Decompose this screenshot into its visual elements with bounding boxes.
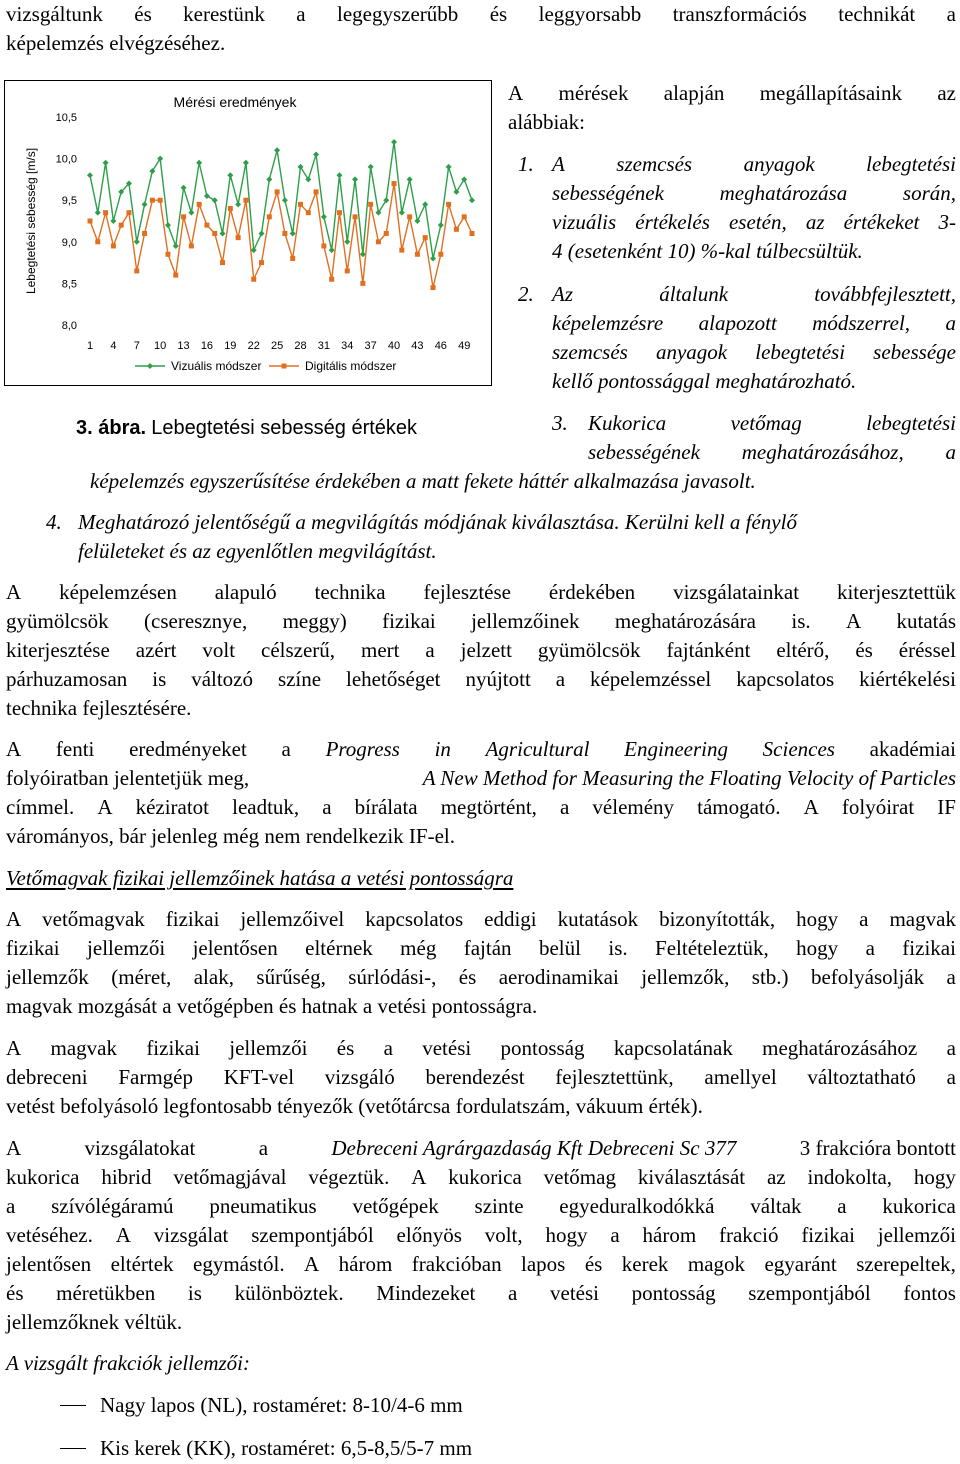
data-point-visual: [313, 151, 319, 157]
data-point-visual: [259, 230, 265, 236]
data-point-visual: [368, 164, 374, 170]
findings-lead-2: alábbiak:: [508, 110, 585, 134]
series-line-digital: [90, 184, 472, 288]
data-point-digital: [282, 231, 287, 236]
data-point-visual: [227, 172, 233, 178]
data-point-digital: [470, 231, 475, 236]
finding-1-number: 1.: [518, 152, 534, 176]
p1-line-2: gyümölcsök (cseresznye, meggy) fizikai jellemzőinek meghatározására is. A kutatás: [6, 609, 956, 633]
data-point-visual: [181, 185, 187, 191]
data-point-digital: [446, 202, 451, 207]
data-point-visual: [266, 176, 272, 182]
data-point-digital: [290, 256, 295, 261]
x-tick-label: 49: [458, 340, 471, 352]
data-point-visual: [212, 197, 218, 203]
finding-4-line-2: felületeket és az egyenlőtlen megvilágítást.: [78, 539, 437, 563]
data-point-visual: [188, 210, 194, 216]
x-tick-label: 25: [270, 340, 284, 352]
p5-line-7: jellemzőknek véltük.: [6, 1310, 183, 1334]
intro-line-2: képelemzés elvégzéséhez.: [6, 31, 226, 55]
data-point-digital: [103, 210, 108, 215]
p4-line-1: A magvak fizikai jellemzői és a vetési pontosság kapcsolatának meghatározásához a: [6, 1036, 956, 1060]
data-point-digital: [384, 231, 389, 236]
data-point-visual: [173, 243, 179, 249]
data-point-visual: [399, 210, 405, 216]
data-point-visual: [282, 197, 288, 203]
data-point-digital: [353, 214, 358, 219]
x-tick-label: 22: [247, 340, 260, 352]
data-point-digital: [376, 239, 381, 244]
data-point-visual: [422, 201, 428, 207]
data-point-digital: [337, 210, 342, 215]
data-point-digital: [243, 198, 248, 203]
data-point-visual: [329, 247, 335, 253]
data-point-digital: [197, 202, 202, 207]
y-tick-label: 10,0: [55, 153, 77, 166]
data-point-digital: [220, 260, 225, 265]
data-point-digital: [275, 189, 280, 194]
p2-l2-title: A New Method for Measuring the Floating Velocity of Particles: [422, 766, 956, 790]
x-tick-label: 1: [86, 340, 94, 352]
p3-line-4: magvak mozgását a vetőgépben és hatnak a vetési pontosságra.: [6, 994, 538, 1018]
data-point-visual: [235, 201, 241, 207]
legend-marker-visual: [147, 363, 153, 369]
data-point-digital: [306, 210, 311, 215]
data-point-visual: [430, 255, 436, 261]
x-tick-label: 31: [317, 340, 331, 352]
finding-2-line-2: képelemzésre alapozott módszerrel, a: [552, 311, 956, 335]
data-point-visual: [110, 218, 116, 224]
data-point-visual: [321, 214, 327, 220]
figure-caption-text: Lebegtetési sebesség értékek: [151, 417, 418, 439]
data-point-visual: [103, 160, 109, 166]
p2-line-3: címmel. A kéziratot leadtuk, a bírálata megtörtént, a vélemény támogató. A folyóirat IF: [6, 795, 956, 819]
data-point-digital: [423, 235, 428, 240]
fractions-heading: A vizsgált frakciók jellemzői:: [6, 1351, 250, 1375]
x-tick-label: 43: [411, 340, 424, 352]
data-point-visual: [344, 239, 350, 245]
finding-2-line-3: szemcsés anyagok lebegtetési sebessége: [552, 340, 956, 364]
x-tick-label: 10: [154, 340, 167, 352]
x-tick-label: 19: [224, 340, 237, 352]
data-point-visual: [134, 239, 140, 245]
finding-2-number: 2.: [518, 282, 534, 306]
data-point-digital: [431, 285, 436, 290]
finding-1-line-3: vizuális értékelés esetén, az értékeket 3-: [552, 210, 956, 234]
p5-line-6: és méretükben is különböztek. Mindezeket a vetési pontosság szempontjából fontos: [6, 1281, 956, 1305]
data-point-digital: [204, 223, 209, 228]
finding-1-line-1: A szemcsés anyagok lebegtetési: [552, 152, 956, 176]
data-point-digital: [158, 198, 163, 203]
fraction-label: Nagy lapos (NL), rostaméret: 8-10/4-6 mm: [100, 1393, 463, 1417]
section-heading-seed: Vetőmagvak fizikai jellemzőinek hatása a vetési pontosságra: [6, 866, 514, 890]
data-point-digital: [126, 210, 131, 215]
finding-1-line-2: sebességének meghatározása során,: [552, 181, 956, 205]
data-point-digital: [142, 231, 147, 236]
p1-line-3: kiterjesztése azért volt célszerű, mert a jelzett gyümölcsök fajtánként eltérő, és éréssel: [6, 638, 956, 662]
data-point-digital: [399, 248, 404, 253]
data-point-visual: [165, 222, 171, 228]
x-tick-label: 4: [110, 340, 117, 352]
data-point-digital: [345, 268, 350, 273]
x-tick-label: 37: [364, 340, 377, 352]
data-point-visual: [414, 218, 420, 224]
y-tick-label: 8,5: [61, 278, 77, 291]
fraction-label: Kis kerek (KK), rostaméret: 6,5-8,5/5-7 mm: [100, 1436, 473, 1460]
data-point-digital: [173, 273, 178, 278]
finding-3-line-1: Kukorica vetőmag lebegtetési: [588, 411, 956, 435]
data-point-digital: [360, 281, 365, 286]
data-point-digital: [259, 260, 264, 265]
p2-line-1: A fenti eredményeket a Progress in Agricultural Engineering Sciences akadémiai: [6, 735, 956, 764]
data-point-digital: [462, 214, 467, 219]
data-point-digital: [267, 214, 272, 219]
chart-ylabel: Lebegtetési sebesség [m/s]: [24, 147, 38, 295]
figure-chart: [4, 80, 492, 386]
data-point-digital: [111, 243, 116, 248]
data-point-digital: [150, 198, 155, 203]
data-point-visual: [142, 201, 148, 207]
y-tick-label: 10,5: [55, 112, 77, 124]
figure-caption: [76, 413, 417, 443]
p4-line-2: debreceni Farmgép KFT-vel vizsgáló berendezést fejlesztettünk, amellyel változtatható a: [6, 1065, 956, 1089]
p4-line-3: vetést befolyásoló legfontosabb tényezők (vetőtárcsa fordulatszám, vákuum érték).: [6, 1094, 703, 1118]
finding-3-line-3: képelemzés egyszerűsítése érdekében a matt fekete háttér alkalmazása javasolt.: [90, 469, 756, 493]
p2-l1-b: akadémiai: [869, 737, 956, 761]
x-tick-label: 13: [177, 340, 190, 352]
p5-line-2: kukorica hibrid vetőmagjával végeztük. A kukorica vetőmag kiválasztását az indokolta, hogy: [6, 1165, 956, 1189]
legend-marker-digital: [282, 364, 287, 369]
data-point-digital: [212, 231, 217, 236]
data-point-digital: [407, 214, 412, 219]
findings-lead-1: A mérések alapján megállapításaink az: [508, 81, 956, 105]
data-point-digital: [415, 252, 420, 257]
finding-3-line-2: sebességének meghatározásához, a: [588, 440, 956, 464]
p2-l1-a-w1: A: [6, 737, 22, 761]
data-point-visual: [95, 210, 101, 216]
p3-line-1: A vetőmagvak fizikai jellemzőivel kapcsolatos eddigi kutatások bizonyították, hogy a magvak: [6, 907, 956, 931]
data-point-visual: [196, 160, 202, 166]
p5-l1-b: 3 frakcióra bontott: [799, 1136, 956, 1160]
finding-3-number: 3.: [552, 411, 568, 435]
dash-bullet: [60, 1448, 86, 1449]
data-point-digital: [95, 239, 100, 244]
data-point-digital: [392, 181, 397, 186]
data-point-visual: [438, 222, 444, 228]
data-point-digital: [368, 202, 373, 207]
data-point-visual: [274, 147, 280, 153]
data-point-digital: [181, 214, 186, 219]
data-point-digital: [119, 223, 124, 228]
x-tick-label: 16: [200, 340, 214, 352]
data-point-visual: [87, 172, 93, 178]
p5-place: Debreceni Agrárgazdaság Kft Debreceni Sc 377: [331, 1136, 737, 1160]
data-point-visual: [407, 176, 413, 182]
legend-label-visual: Vizuális módszer: [171, 359, 262, 373]
data-point-digital: [321, 243, 326, 248]
data-point-digital: [165, 252, 170, 257]
p1-line-5: technika fejlesztésére.: [6, 696, 192, 720]
x-tick-label: 34: [341, 340, 354, 352]
y-tick-label: 8,0: [61, 320, 77, 332]
finding-1-line-4: 4 (esetenként 10) %-kal túlbecsültük.: [552, 239, 863, 263]
data-point-digital: [236, 235, 241, 240]
x-tick-label: 28: [294, 340, 307, 352]
p5-line-5: jelentősen eltértek egymástól. A három frakcióban lapos és kerek magok egyaránt szerepeltek,: [6, 1252, 956, 1276]
data-point-visual: [290, 230, 296, 236]
figure-label: 3. ábra.: [76, 417, 147, 439]
p3-line-2: fizikai jellemzői jelentősen eltérnek még fajtán belül is. Feltételeztük, hogy a fizikai: [6, 936, 956, 960]
finding-2-line-4: kellő pontossággal meghatározható.: [552, 369, 857, 393]
data-point-digital: [134, 268, 139, 273]
x-tick-label: 7: [133, 340, 140, 352]
data-point-digital: [298, 202, 303, 207]
p3-line-3: jellemzők (méret, alak, sűrűség, súrlódási-, és aerodinamikai jellemzők, stb.) befolyásolják a: [6, 965, 956, 989]
p1-line-4: párhuzamosan is változó színe lehetőséget nyújtott a képelemzéssel kapcsolatos kiértékelési: [6, 667, 956, 691]
list-item: [60, 1391, 463, 1420]
data-point-visual: [391, 139, 397, 145]
data-point-digital: [189, 243, 194, 248]
chart-title: Mérési eredmények: [173, 94, 297, 110]
data-point-visual: [243, 160, 249, 166]
dash-bullet: [60, 1405, 86, 1406]
data-point-visual: [220, 230, 226, 236]
x-tick-label: 40: [387, 340, 401, 352]
data-point-digital: [438, 252, 443, 257]
p2-line-2: [6, 764, 956, 793]
data-point-visual: [352, 176, 358, 182]
data-point-digital: [329, 277, 334, 282]
finding-4-number: 4.: [46, 510, 62, 534]
p5-line-3: a szívólégáramú pneumatikus vetőgépek szinte egyeduralkodókká váltak a kukorica: [6, 1194, 956, 1218]
data-point-visual: [336, 172, 342, 178]
p2-l2-a: folyóiratban jelentetjük meg,: [6, 766, 250, 790]
data-point-digital: [314, 189, 319, 194]
data-point-digital: [88, 219, 93, 224]
data-point-digital: [251, 277, 256, 282]
data-point-visual: [469, 197, 475, 203]
chart-svg: [5, 81, 491, 385]
x-tick-label: 46: [434, 340, 447, 352]
p1-line-1: A képelemzésen alapuló technika fejlesztése érdekében vizsgálatainkat kiterjesztettük: [6, 580, 956, 604]
p5-line-4: vetéséhez. A vizsgálat szempontjából előnyös volt, hogy a három frakció fizikai jellemzői: [6, 1223, 956, 1247]
legend-label-digital: Digitális módszer: [305, 359, 397, 373]
finding-4-line-1: Meghatározó jelentőségű a megvilágítás módjának kiválasztása. Kerülni kell a fénylő: [78, 510, 797, 534]
data-point-digital: [454, 227, 459, 232]
data-point-visual: [446, 164, 452, 170]
data-point-digital: [228, 206, 233, 211]
p5-line-1: A vizsgálatokat a Debreceni Agrárgazdaság Kft Debreceni Sc 377 3 frakcióra bontott: [6, 1134, 956, 1163]
y-tick-label: 9,0: [61, 236, 77, 249]
y-tick-label: 9,5: [61, 195, 77, 208]
data-point-visual: [204, 193, 210, 199]
p2-line-4: várományos, bár jelenleg még nem rendelkezik IF-el.: [6, 824, 455, 848]
finding-2-line-1: Az általunk továbbfejlesztett,: [552, 282, 956, 306]
intro-line-1: vizsgáltunk és kerestünk a legegyszerűbb és leggyorsabb transzformációs technikát a: [6, 2, 956, 26]
list-item: [60, 1434, 472, 1463]
